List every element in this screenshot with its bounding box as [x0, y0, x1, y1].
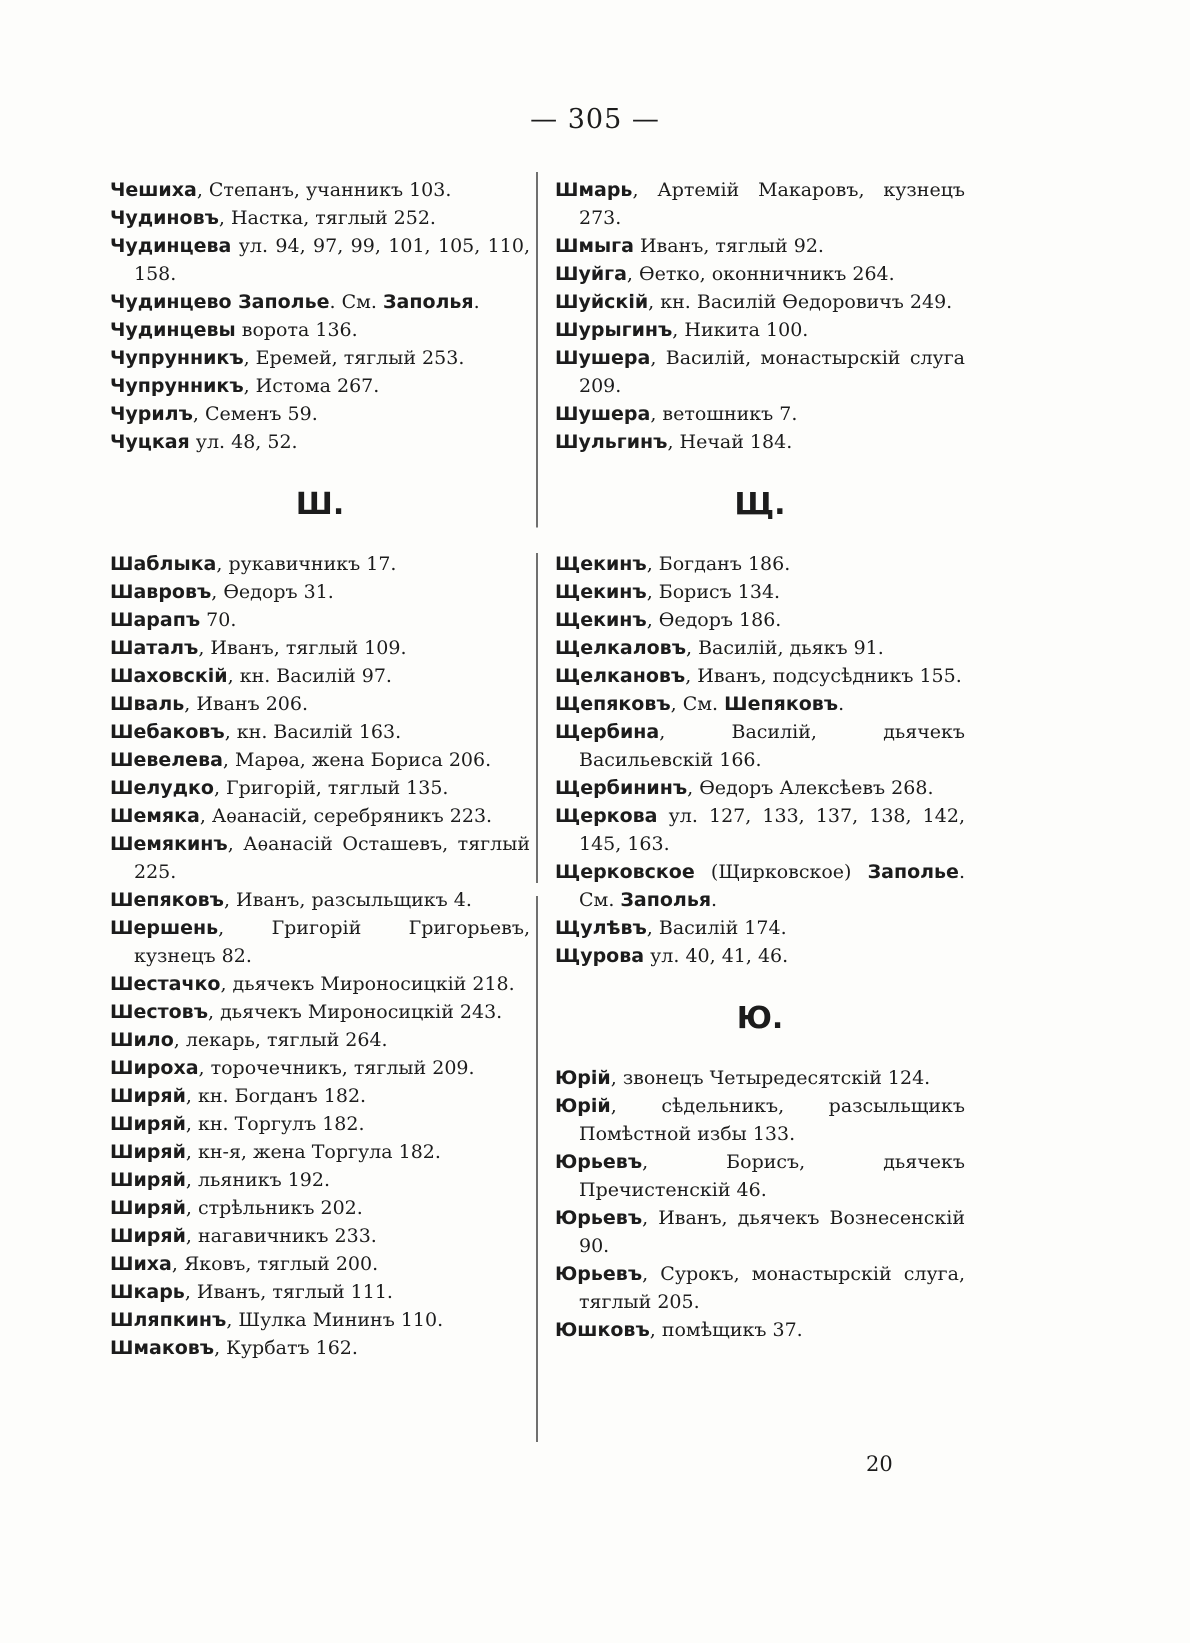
entry-text: , Василій, дьякъ 91. [685, 637, 884, 659]
index-entry [110, 774, 530, 802]
entry-text: , Аѳанасій Осташевъ, тяглый 225. [134, 833, 530, 883]
entry-text: , торочечникъ, тяглый 209. [198, 1057, 475, 1079]
entry-headword: Шебаковъ [110, 721, 225, 743]
entry-headword: Юшковъ [555, 1319, 650, 1341]
right-column [555, 176, 965, 1344]
index-entry [555, 942, 965, 970]
entry-text: ул. 94, 97, 99, 101, 105, 110, 158. [134, 235, 530, 285]
entry-text: , лекарь, тяглый 264. [173, 1029, 388, 1051]
column-divider [536, 172, 538, 1442]
entry-text: , Нечай 184. [667, 431, 793, 453]
entry-headword: Шемякинъ [110, 833, 228, 855]
entries-sh-list [110, 550, 530, 1362]
entry-headword: Шершень [110, 917, 219, 939]
entry-headword: Щерковское [555, 861, 695, 883]
entry-text: , нагавичникъ 233. [185, 1225, 377, 1247]
entry-headword: Ширяй [110, 1169, 186, 1191]
entry-text: , Иванъ, разсыльщикъ 4. [223, 889, 472, 911]
entry-headword: Щепяковъ [555, 693, 671, 715]
index-entry [110, 204, 530, 232]
entry-headword: Юрьевъ [555, 1151, 643, 1173]
entry-text: . [711, 889, 718, 911]
entry-text: , ветошникъ 7. [650, 403, 798, 425]
index-entry [110, 1194, 530, 1222]
entry-headword: Юрьевъ [555, 1263, 643, 1285]
entry-text: , Настка, тяглый 252. [218, 207, 436, 229]
entry-headword: Щурова [555, 945, 645, 967]
entry-headword: Юрій [555, 1067, 611, 1089]
index-entry [110, 718, 530, 746]
index-entry [555, 400, 965, 428]
entry-text: , Иванъ, дьячекъ Вознесенскій 90. [579, 1207, 965, 1257]
entry-text: , Григорій, тяглый 135. [213, 777, 449, 799]
index-entry [555, 914, 965, 942]
entry-text: , Курбатъ 162. [214, 1337, 358, 1359]
index-entry [110, 690, 530, 718]
section-heading-sh: Ш. [295, 487, 345, 522]
index-entry [555, 662, 965, 690]
page-number: — 305 — [530, 104, 660, 135]
entry-text: , Иванъ, подсусѣдникъ 155. [685, 665, 962, 687]
entry-headword: Чупрунникъ [110, 347, 244, 369]
entry-headword: Шуйга [555, 263, 627, 285]
index-entry [555, 1148, 965, 1204]
index-entry [110, 1306, 530, 1334]
entry-text: , кн. Богданъ 182. [185, 1085, 367, 1107]
entry-headword: Щулѣвъ [555, 917, 647, 939]
entry-headword: Шушера [555, 347, 651, 369]
entry-text: . [473, 291, 480, 313]
entry-headword: Шестачко [110, 973, 221, 995]
entry-text: , Аѳанасій, серебряникъ 223. [199, 805, 493, 827]
entry-headword: Ширяй [110, 1085, 186, 1107]
entry-text: , льяникъ 192. [185, 1169, 331, 1191]
entry-headword: Шелудко [110, 777, 214, 799]
entry-headword: Шульгинъ [555, 431, 668, 453]
entry-text: , Василій, монастырскій слуга 209. [579, 347, 965, 397]
index-entry [110, 232, 530, 288]
entry-text: , Иванъ, тяглый 111. [184, 1281, 393, 1303]
entry-headword: Шушера [555, 403, 651, 425]
entries-sh-continued-list [555, 176, 965, 456]
entry-headword: Широха [110, 1057, 199, 1079]
entry-headword: Щеркова [555, 805, 658, 827]
entry-text: , Иванъ 206. [184, 693, 309, 715]
entry-text: , Ѳедоръ 186. [646, 609, 782, 631]
index-entry [555, 606, 965, 634]
index-entry [555, 802, 965, 858]
entry-headword: Ширяй [110, 1197, 186, 1219]
entries-yu-list [555, 1064, 965, 1344]
index-entry [555, 316, 965, 344]
index-entry [555, 428, 965, 456]
index-entry [555, 344, 965, 400]
index-entry [110, 1082, 530, 1110]
entry-headword: Чудинцева [110, 235, 232, 257]
entry-text: , Борисъ, дьячекъ Пречистенскій 46. [579, 1151, 965, 1201]
index-entry [555, 578, 965, 606]
index-entry [110, 1166, 530, 1194]
entry-headword: Шемяка [110, 805, 200, 827]
entry-text: . См. [579, 861, 965, 911]
index-entry [110, 914, 530, 970]
index-entry [110, 970, 530, 998]
index-entry [110, 316, 530, 344]
index-entry [110, 802, 530, 830]
entry-text: , Никита 100. [672, 319, 809, 341]
entry-text: . См. [329, 291, 383, 313]
entry-headword: Ширяй [110, 1141, 186, 1163]
index-entry [555, 1260, 965, 1316]
entry-text: , кн-я, жена Торгула 182. [185, 1141, 441, 1163]
entry-headword: Шкарь [110, 1281, 185, 1303]
entry-text: . [838, 693, 845, 715]
index-entry [555, 634, 965, 662]
index-entry [110, 1278, 530, 1306]
entry-text: , Ѳедоръ Алексѣевъ 268. [687, 777, 934, 799]
index-entry [110, 606, 530, 634]
entry-text: , кн. Василій 97. [227, 665, 392, 687]
entry-text: , Шулка Мининъ 110. [226, 1309, 444, 1331]
index-entry [555, 176, 965, 232]
index-entry [110, 886, 530, 914]
entry-headword: Чуцкая [110, 431, 190, 453]
index-entry [110, 1334, 530, 1362]
entry-text: , дьячекъ Мироносицкій 243. [208, 1001, 503, 1023]
entry-text: , кн. Василій 163. [224, 721, 402, 743]
index-entry [555, 718, 965, 774]
entry-headword: Заполье [867, 861, 959, 883]
entry-headword: Заполья [620, 889, 712, 911]
entry-headword: Шмаковъ [110, 1337, 215, 1359]
section-heading-yu: Ю. [736, 1001, 784, 1036]
entry-headword: Щекинъ [555, 609, 647, 631]
entry-headword: Шляпкинъ [110, 1309, 227, 1331]
index-entry [110, 550, 530, 578]
index-entry [110, 998, 530, 1026]
entry-text: ул. 127, 133, 137, 138, 142, 145, 163. [579, 805, 965, 855]
entry-headword: Щелкаловъ [555, 637, 686, 659]
index-entry [110, 428, 530, 456]
entry-headword: Щербининъ [555, 777, 688, 799]
index-entry [555, 774, 965, 802]
entry-headword: Ширяй [110, 1113, 186, 1135]
index-entry [555, 1064, 965, 1092]
entry-text: , кн. Торгулъ 182. [185, 1113, 365, 1135]
entry-headword: Чудинцевы [110, 319, 236, 341]
entry-headword: Чудиновъ [110, 207, 219, 229]
entry-text: , Борисъ 134. [646, 581, 781, 603]
entry-headword: Щекинъ [555, 581, 647, 603]
entry-headword: Шаталъ [110, 637, 199, 659]
entries-ch-list [110, 176, 530, 456]
index-entry [110, 578, 530, 606]
entry-headword: Шарапъ [110, 609, 201, 631]
entry-headword: Шаблыка [110, 553, 217, 575]
entry-text: , рукавичникъ 17. [216, 553, 397, 575]
entry-text: ворота 136. [235, 319, 358, 341]
entry-headword: Щелкановъ [555, 665, 686, 687]
index-entry [110, 634, 530, 662]
entry-headword: Шепяковъ [724, 693, 839, 715]
entry-text: , Григорій Григорьевъ, кузнецъ 82. [134, 917, 530, 967]
entry-headword: Чудинцево Заполье [110, 291, 330, 313]
entry-text: , Ѳетко, оконничникъ 264. [626, 263, 895, 285]
entry-headword: Чешиха [110, 179, 197, 201]
index-entry [110, 746, 530, 774]
index-entry [110, 1250, 530, 1278]
index-entry [110, 372, 530, 400]
signature-mark: 20 [866, 1452, 893, 1476]
index-entry [110, 1138, 530, 1166]
entry-text: , Сурокъ, монастырскій слуга, тяглый 205. [579, 1263, 965, 1313]
index-entry [555, 1204, 965, 1260]
index-entry [555, 858, 965, 914]
entry-headword: Шавровъ [110, 581, 212, 603]
index-entry [110, 830, 530, 886]
index-entry [110, 1026, 530, 1054]
entry-text: , Еремей, тяглый 253. [243, 347, 465, 369]
entry-text: , Василій 174. [646, 917, 787, 939]
entry-text: , Василій, дьячекъ Васильевскій 166. [579, 721, 965, 771]
entry-headword: Заполья [383, 291, 474, 313]
index-entry [110, 176, 530, 204]
entry-text: , Марѳа, жена Бориса 206. [222, 749, 492, 771]
index-entry [110, 662, 530, 690]
index-entry [555, 690, 965, 718]
entry-text: , Степанъ, учанникъ 103. [196, 179, 452, 201]
index-entry [110, 288, 530, 316]
left-column [110, 176, 530, 1362]
entry-headword: Шевелева [110, 749, 223, 771]
entry-headword: Шило [110, 1029, 174, 1051]
index-entry [555, 1092, 965, 1148]
index-entry [110, 1054, 530, 1082]
entry-text: (Щирковское) [694, 861, 868, 883]
entry-text: , Иванъ, тяглый 109. [198, 637, 407, 659]
entry-text: , дьячекъ Мироносицкій 218. [220, 973, 515, 995]
section-heading-shch: Щ. [734, 487, 786, 522]
index-entry [555, 550, 965, 578]
entry-headword: Ширяй [110, 1225, 186, 1247]
entry-headword: Юрьевъ [555, 1207, 643, 1229]
entry-text: ул. 48, 52. [189, 431, 298, 453]
entry-headword: Шаховскій [110, 665, 228, 687]
entry-text: , Семенъ 59. [192, 403, 318, 425]
entry-text: , Истома 267. [243, 375, 380, 397]
entry-text: 70. [200, 609, 237, 631]
entry-headword: Щекинъ [555, 553, 647, 575]
entry-headword: Чурилъ [110, 403, 193, 425]
entry-text: Иванъ, тяглый 92. [633, 235, 824, 257]
entry-headword: Шваль [110, 693, 185, 715]
entry-headword: Шмарь [555, 179, 633, 201]
entries-shch-list [555, 550, 965, 970]
entry-text: , См. [670, 693, 725, 715]
index-entry [110, 1222, 530, 1250]
entry-headword: Шиха [110, 1253, 172, 1275]
entry-text: , сѣдельникъ, разсыльщикъ Помѣстной избы 133. [579, 1095, 965, 1145]
entry-text: , звонецъ Четыредесятскій 124. [610, 1067, 931, 1089]
entry-headword: Шмыга [555, 235, 634, 257]
entry-headword: Чупрунникъ [110, 375, 244, 397]
entry-text: , Богданъ 186. [646, 553, 791, 575]
entry-headword: Шуйскій [555, 291, 649, 313]
entry-headword: Шурыгинъ [555, 319, 673, 341]
entry-text: , стрѣльникъ 202. [185, 1197, 363, 1219]
entry-text: , Яковъ, тяглый 200. [171, 1253, 379, 1275]
index-entry [555, 232, 965, 260]
index-entry [555, 260, 965, 288]
entry-text: ул. 40, 41, 46. [644, 945, 789, 967]
entry-headword: Юрій [555, 1095, 611, 1117]
entry-text: , помѣщикъ 37. [649, 1319, 803, 1341]
entry-headword: Шестовъ [110, 1001, 208, 1023]
entry-headword: Щербина [555, 721, 660, 743]
index-entry [110, 400, 530, 428]
index-entry [110, 1110, 530, 1138]
index-entry [555, 288, 965, 316]
entry-text: , кн. Василій Ѳедоровичъ 249. [648, 291, 953, 313]
index-entry [110, 344, 530, 372]
entry-text: , Ѳедоръ 31. [211, 581, 334, 603]
entry-text: , Артемій Макаровъ, кузнецъ 273. [579, 179, 965, 229]
entry-headword: Шепяковъ [110, 889, 224, 911]
index-entry [555, 1316, 965, 1344]
